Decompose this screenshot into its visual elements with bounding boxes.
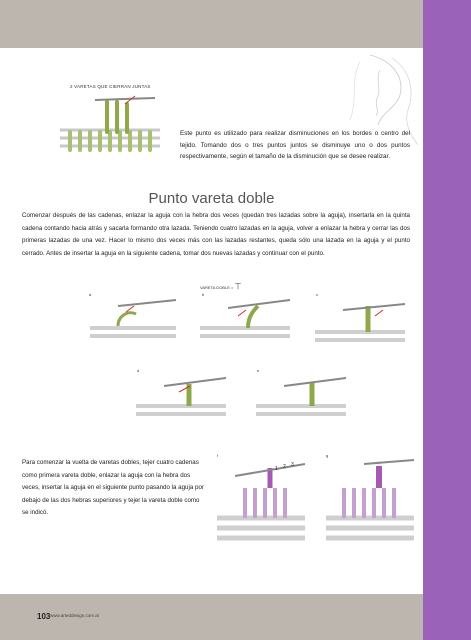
step-b-diagram — [198, 296, 293, 342]
page-number: 103 — [37, 612, 51, 621]
row-start-paragraph: Para comenzar la vuelta de varetas dobles, tejer cuatro cadenas como primera vareta doble, enlazar la aguja con la hebra dos veces, insertar la aguja en el siguiente punto pasando la aguja por debajo de las dos hebras superiores y tejer la vareta doble como se indicó. — [22, 459, 204, 516]
step-d-diagram — [134, 372, 229, 420]
intro-paragraph: Este punto es utilizado para realizar disminuciones en los bordes o centro del tejido. Tomando dos o tres puntos juntos se disminuye uno o dos puntos respectivamente, según el tamaño de la disminución que se desee realizar. — [180, 130, 410, 160]
step-label-d: d — [137, 368, 140, 373]
footer-url: www.arteddesign.com.ar — [50, 613, 100, 618]
main-paragraph: Comenzar después de las cadenas, enlazar la aguja con la hebra dos veces (quedan tres lazadas sobre la aguja), insertarla en la quinta cadena contando hacia atrás y sacarla formando otra lazada. Teniendo cuatro lazadas en la aguja, volver a enlazar la hebra y cerrar las dos primeras lazadas de una vez. Hacer lo mismo dos veces más con las lazadas restantes, queda sólo una lazada en la aguja y el punto cerrado. Antes de insertar la aguja en la siguiente cadena, tomar dos nuevas lazadas y continuar con el punto. — [22, 212, 410, 257]
step-a-diagram — [88, 296, 178, 342]
step-e-diagram — [254, 372, 349, 420]
step-f-diagram — [215, 458, 307, 546]
top-band — [0, 0, 423, 48]
symbol-note-text: VARETA DOBLE = — [200, 285, 234, 290]
double-crochet-symbol-icon: ⊤ — [234, 282, 242, 291]
step-number-1: 1 — [275, 466, 278, 472]
symbol-note — [200, 282, 241, 291]
step-number-2: 2 — [283, 464, 286, 470]
step-g-diagram — [324, 458, 416, 546]
purple-side-band — [423, 0, 471, 640]
step-label-f: f — [217, 453, 219, 458]
step-label-g: g — [326, 453, 329, 458]
section-title: Punto vareta doble — [148, 190, 275, 207]
step-label-b: b — [202, 292, 205, 297]
step-label-e: e — [257, 368, 260, 373]
figure-caption: 2 VARETAS QUE CIERRAN JUNTAS — [70, 84, 151, 89]
step-number-3: 3 — [291, 462, 294, 468]
decrease-stitch-diagram — [55, 92, 165, 154]
step-label-c: c — [316, 292, 318, 297]
step-label-a: a — [89, 292, 92, 297]
step-c-diagram — [313, 296, 408, 346]
